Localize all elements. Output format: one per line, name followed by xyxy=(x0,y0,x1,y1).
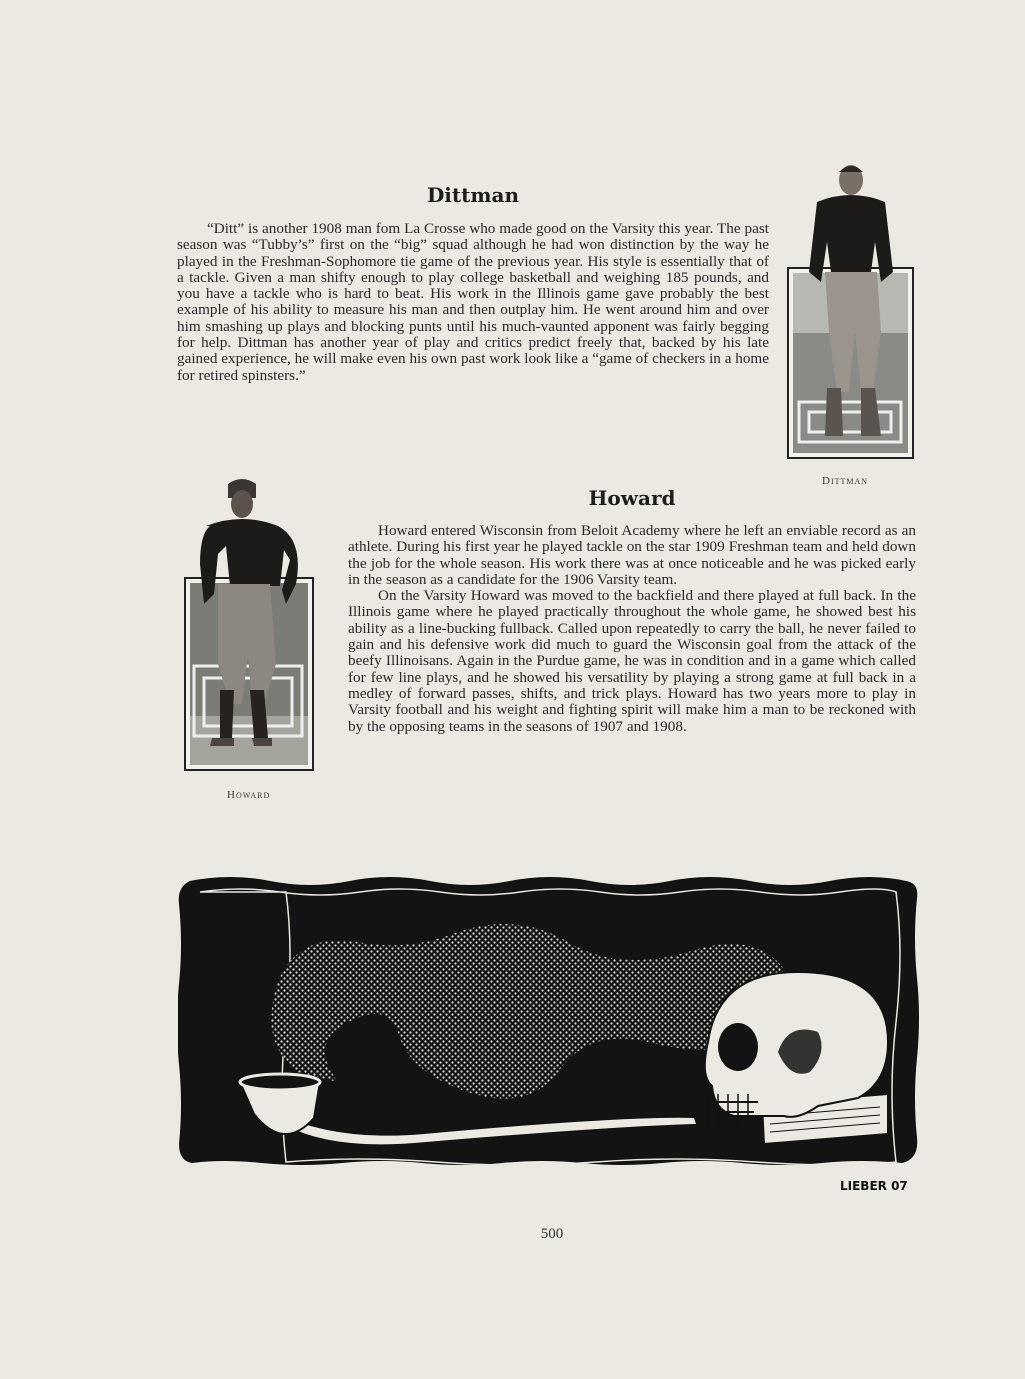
dittman-caption: Dittman xyxy=(822,475,869,487)
dittman-photo xyxy=(787,160,914,460)
howard-paragraph-1: Howard entered Wisconsin from Beloit Academy where he left an enviable record as an athlete. During his first year he played tackle on the star 1909 Freshman team and held down the job for the whole season. His work there was at once noticeable and he was picked early in the season as a candidate for the 1906 Varsity team. xyxy=(348,522,916,588)
howard-caption: Howard xyxy=(227,789,271,801)
dittman-text: “Ditt” is another 1908 man fom La Crosse who made good on the Varsity this year. The past season was “Tubby’s” first on the “big” squad although he had won distinction by the way he played in the Freshman-Sophomore tie game of the previous year. His style is essentially that of a tackle. Given a man shifty enough to play college basketball and weighing 185 pounds, and you have a tackle who is hard to beat. His work in the Illinois game gave probably the best example of his ability to measure his man and then outplay him. He went around him and over him smashing up plays and blocking punts until his much-vaunted apponent was fairly begging for help. Dittman has another year of play and critics predict freely that, backed by his late gained experience, he will make even his own past work look like a “game of checkers in a home for retired spinsters.” xyxy=(177,220,769,384)
skull-pipe-illustration xyxy=(178,872,926,1207)
howard-heading: Howard xyxy=(588,486,676,510)
page-number: 500 xyxy=(540,1226,564,1242)
illustration-signature: LIEBER 07 xyxy=(840,1179,908,1193)
dittman-paragraph xyxy=(177,221,769,384)
dittman-heading: Dittman xyxy=(426,183,520,207)
howard-paragraph-2: On the Varsity Howard was moved to the backfield and there played at full back. In the Illinois game where he played practically throughout the whole game, he showed best his ability as a line-bucking fullback. Called upon repeatedly to carry the ball, he never failed to gain and his defensive work did much to guard the Wisconsin goal from the attack of the beefy Illinoisans. Again in the Purdue game, he was in condition and in a game which called for few line plays, and he showed his versatility by playing a strong game at full back in a medley of forward passes, shifts, and trick plays. Howard has two years more to play in Varsity football and his weight and fighting spirit will make him a man to be reckoned with by the opposing teams in the seasons of 1907 and 1908. xyxy=(348,587,916,735)
howard-photo xyxy=(184,476,314,772)
howard-paragraphs xyxy=(348,523,916,735)
